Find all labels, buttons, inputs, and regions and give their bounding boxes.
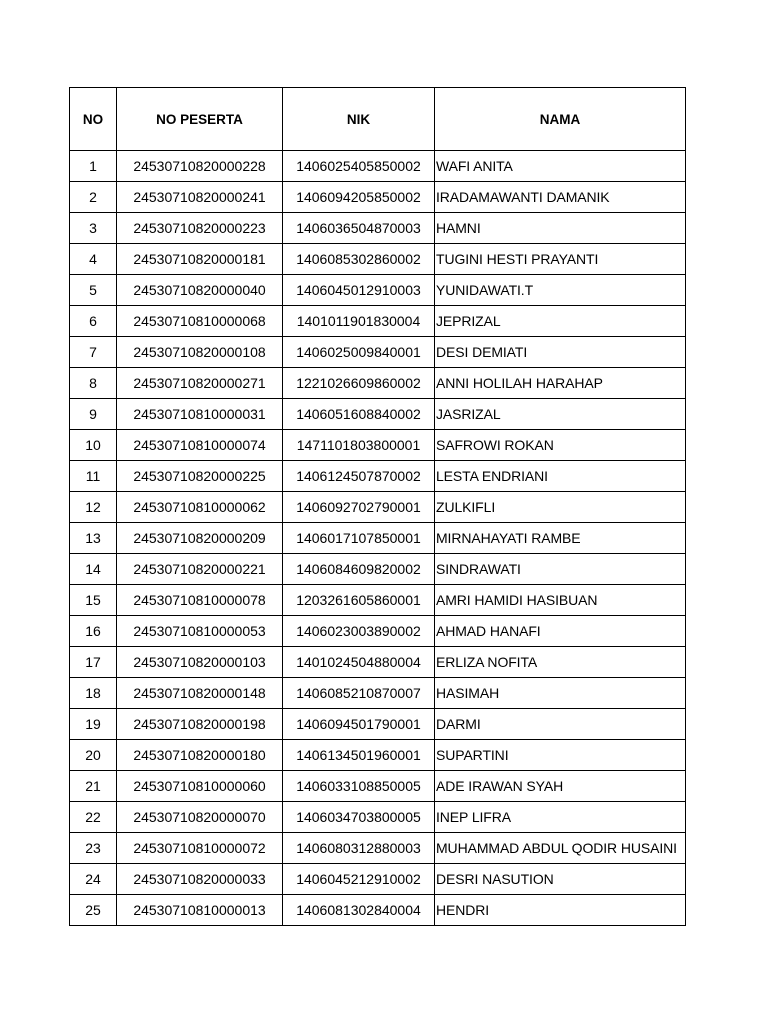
cell-nama: YUNIDAWATI.T [435,275,686,306]
cell-nama: HAMNI [435,213,686,244]
cell-nik: 1203261605860001 [283,585,435,616]
cell-nik: 1406033108850005 [283,771,435,802]
cell-no-peserta: 24530710820000181 [117,244,283,275]
cell-nik: 1406124507870002 [283,461,435,492]
header-nik: NIK [283,88,435,151]
cell-nama: AMRI HAMIDI HASIBUAN [435,585,686,616]
cell-nik: 1406085210870007 [283,678,435,709]
table-row [70,802,686,833]
table-row [70,182,686,213]
cell-no-peserta: 24530710820000040 [117,275,283,306]
cell-no: 11 [70,461,117,492]
cell-nama: INEP LIFRA [435,802,686,833]
table-row [70,523,686,554]
cell-nik: 1401024504880004 [283,647,435,678]
table-row [70,368,686,399]
cell-no-peserta: 24530710810000053 [117,616,283,647]
cell-nama: DESRI NASUTION [435,864,686,895]
cell-no: 14 [70,554,117,585]
cell-no: 13 [70,523,117,554]
header-no-peserta: NO PESERTA [117,88,283,151]
cell-no-peserta: 24530710810000074 [117,430,283,461]
cell-nama: ANNI HOLILAH HARAHAP [435,368,686,399]
cell-nama: TUGINI HESTI PRAYANTI [435,244,686,275]
table-header [70,88,686,151]
cell-no: 12 [70,492,117,523]
table-row [70,399,686,430]
cell-nik: 1406084609820002 [283,554,435,585]
cell-no-peserta: 24530710810000068 [117,306,283,337]
cell-no-peserta: 24530710820000221 [117,554,283,585]
cell-nama: JEPRIZAL [435,306,686,337]
cell-no-peserta: 24530710810000072 [117,833,283,864]
cell-no: 8 [70,368,117,399]
cell-nama: JASRIZAL [435,399,686,430]
cell-no: 2 [70,182,117,213]
table-row [70,833,686,864]
table-row [70,678,686,709]
cell-nama: LESTA ENDRIANI [435,461,686,492]
cell-no-peserta: 24530710820000148 [117,678,283,709]
table-row [70,461,686,492]
header-row [70,88,686,151]
table-row [70,151,686,182]
cell-no: 21 [70,771,117,802]
cell-no: 17 [70,647,117,678]
cell-no: 16 [70,616,117,647]
cell-no: 7 [70,337,117,368]
table-row [70,864,686,895]
table-row [70,740,686,771]
cell-nama: SAFROWI ROKAN [435,430,686,461]
cell-no-peserta: 24530710820000070 [117,802,283,833]
cell-nik: 1406134501960001 [283,740,435,771]
cell-nama: AHMAD HANAFI [435,616,686,647]
cell-no-peserta: 24530710820000033 [117,864,283,895]
cell-nama: MUHAMMAD ABDUL QODIR HUSAINI [435,833,686,864]
cell-no-peserta: 24530710810000062 [117,492,283,523]
cell-nik: 1406094501790001 [283,709,435,740]
cell-nik: 1406051608840002 [283,399,435,430]
cell-no-peserta: 24530710820000241 [117,182,283,213]
header-nama: NAMA [435,88,686,151]
cell-no: 1 [70,151,117,182]
table-row [70,709,686,740]
cell-nik: 1406025405850002 [283,151,435,182]
cell-nik: 1406080312880003 [283,833,435,864]
cell-no: 20 [70,740,117,771]
table-row [70,244,686,275]
cell-no-peserta: 24530710810000060 [117,771,283,802]
cell-nama: ZULKIFLI [435,492,686,523]
cell-no-peserta: 24530710820000225 [117,461,283,492]
table-row [70,895,686,926]
table-row [70,771,686,802]
cell-nik: 1471101803800001 [283,430,435,461]
cell-no-peserta: 24530710810000078 [117,585,283,616]
cell-nik: 1221026609860002 [283,368,435,399]
cell-nama: IRADAMAWANTI DAMANIK [435,182,686,213]
cell-nama: WAFI ANITA [435,151,686,182]
table-row [70,647,686,678]
cell-nama: SUPARTINI [435,740,686,771]
cell-no: 5 [70,275,117,306]
cell-no-peserta: 24530710820000209 [117,523,283,554]
cell-nik: 1406045212910002 [283,864,435,895]
table-row [70,337,686,368]
cell-nik: 1406017107850001 [283,523,435,554]
table-body [70,151,686,926]
cell-nama: DARMI [435,709,686,740]
cell-no: 18 [70,678,117,709]
cell-no-peserta: 24530710820000223 [117,213,283,244]
table-row [70,306,686,337]
cell-nama: ERLIZA NOFITA [435,647,686,678]
cell-no: 15 [70,585,117,616]
cell-nik: 1406036504870003 [283,213,435,244]
cell-no-peserta: 24530710820000103 [117,647,283,678]
cell-nama: MIRNAHAYATI RAMBE [435,523,686,554]
cell-no-peserta: 24530710820000271 [117,368,283,399]
cell-no: 10 [70,430,117,461]
cell-nama: ADE IRAWAN SYAH [435,771,686,802]
table-row [70,554,686,585]
cell-no: 3 [70,213,117,244]
participant-table [69,87,686,926]
table-row [70,616,686,647]
cell-nik: 1406081302840004 [283,895,435,926]
cell-nama: HENDRI [435,895,686,926]
cell-nama: DESI DEMIATI [435,337,686,368]
cell-nik: 1406085302860002 [283,244,435,275]
cell-no: 4 [70,244,117,275]
cell-no: 25 [70,895,117,926]
table-row [70,275,686,306]
cell-nik: 1406092702790001 [283,492,435,523]
cell-no: 24 [70,864,117,895]
cell-no-peserta: 24530710820000180 [117,740,283,771]
table-row [70,430,686,461]
cell-no-peserta: 24530710810000031 [117,399,283,430]
cell-nik: 1401011901830004 [283,306,435,337]
cell-no-peserta: 24530710820000198 [117,709,283,740]
cell-nik: 1406094205850002 [283,182,435,213]
cell-nik: 1406025009840001 [283,337,435,368]
table-row [70,585,686,616]
cell-no-peserta: 24530710820000108 [117,337,283,368]
cell-no: 9 [70,399,117,430]
cell-no: 23 [70,833,117,864]
cell-no-peserta: 24530710810000013 [117,895,283,926]
cell-nik: 1406023003890002 [283,616,435,647]
cell-no: 19 [70,709,117,740]
table-row [70,492,686,523]
table-row [70,213,686,244]
cell-no: 6 [70,306,117,337]
cell-nama: SINDRAWATI [435,554,686,585]
cell-nik: 1406045012910003 [283,275,435,306]
cell-nik: 1406034703800005 [283,802,435,833]
cell-no-peserta: 24530710820000228 [117,151,283,182]
header-no: NO [70,88,117,151]
cell-no: 22 [70,802,117,833]
cell-nama: HASIMAH [435,678,686,709]
